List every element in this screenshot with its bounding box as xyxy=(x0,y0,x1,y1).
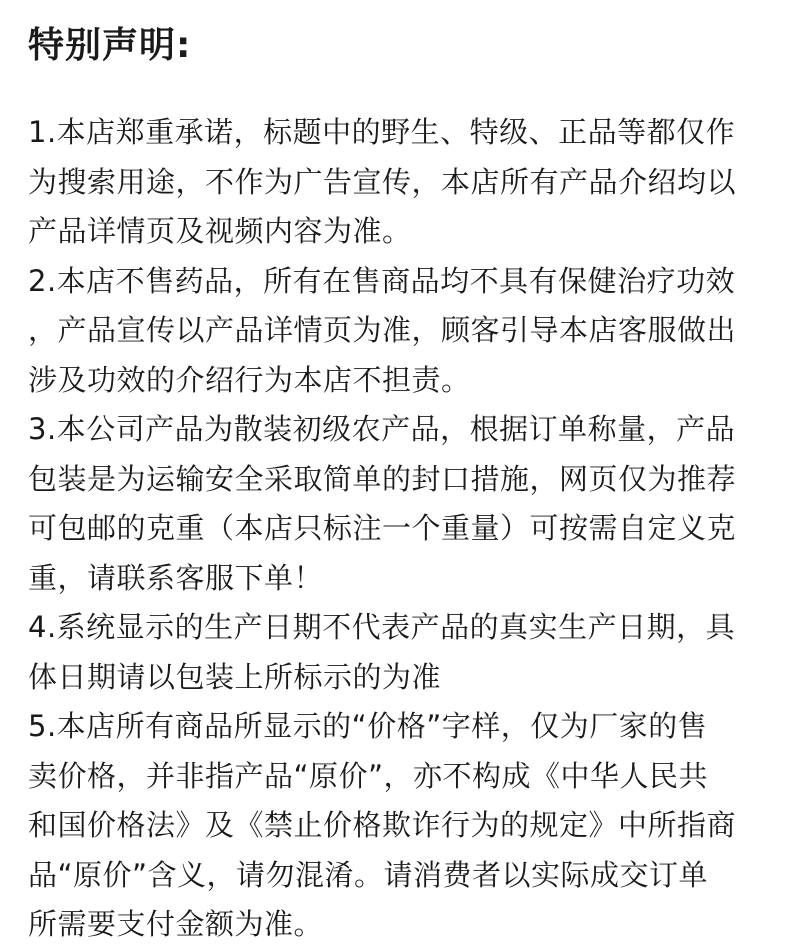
notice-line: 5.本店所有商品所显示的“价格”字样，仅为厂家的售 xyxy=(28,709,708,743)
notice-line: 2.本店不售药品，所有在售商品均不具有保健治疗功效 xyxy=(28,263,736,298)
notice-line: 品“原价”含义，请勿混淆。请消费者以实际成交订单 xyxy=(28,857,709,892)
notice-line: 重，请联系客服下单！ xyxy=(28,560,324,595)
notice-body xyxy=(28,108,772,950)
notice-line: 体日期请以包装上所标示的为准 xyxy=(28,659,442,694)
notice-line: 所需要支付金额为准。 xyxy=(28,907,324,941)
notice-line: 卖价格，并非指产品“原价”，亦不构成《中华人民共 xyxy=(28,758,709,793)
notice-line: 和国价格法》及《禁止价格欺诈行为的规定》中所指商 xyxy=(28,808,737,842)
notice-line: 3.本公司产品为散装初级农产品，根据订单称量，产品 xyxy=(28,412,736,446)
notice-line: 涉及功效的介绍行为本店不担责。 xyxy=(28,362,471,397)
notice-line: 包装是为运输安全采取简单的封口措施，网页仅为推荐 xyxy=(28,461,737,496)
notice-title: 特别声明: xyxy=(28,25,192,66)
notice-line: 可包邮的克重（本店只标注一个重量）可按需自定义克 xyxy=(28,511,737,545)
notice-line: 为搜索用途，不作为广告宣传，本店所有产品介绍均以 xyxy=(28,164,737,199)
notice-line: 产品详情页及视频内容为准。 xyxy=(28,214,412,248)
notice-line: 4.系统显示的生产日期不代表产品的真实生产日期，具 xyxy=(28,610,736,644)
notice-line: ，产品宣传以产品详情页为准，顾客引导本店客服做出 xyxy=(28,313,737,347)
notice-line: 1.本店郑重承诺，标题中的野生、特级、正品等都仅作 xyxy=(28,115,736,149)
